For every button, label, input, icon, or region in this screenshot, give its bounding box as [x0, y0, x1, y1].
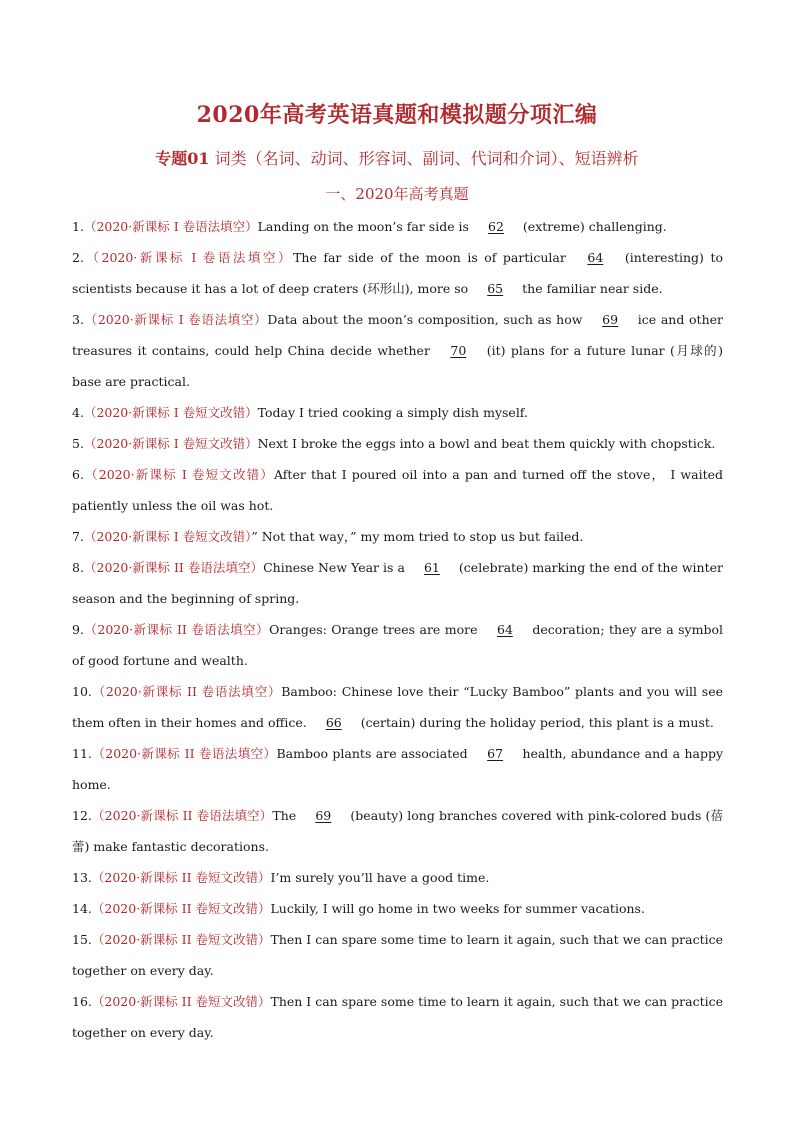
section-heading: 一、2020年高考真题	[325, 185, 469, 203]
question-item	[72, 428, 723, 459]
subtitle-prefix: 专题01	[155, 149, 210, 168]
document-subtitle	[0, 146, 794, 169]
question-text: Then I can spare some time to learn it again, such that we can practice together on every day.	[72, 994, 723, 1040]
question-item	[72, 893, 723, 924]
question-item	[72, 676, 723, 738]
question-source: （2020·新课标 I 卷短文改错）	[83, 405, 258, 420]
question-number: 9.	[72, 622, 84, 637]
question-text: I’m surely you’ll have a good time.	[270, 870, 490, 885]
question-source: （2020·新课标 I 卷语法填空）	[83, 219, 258, 234]
question-number: 1.	[72, 219, 84, 234]
question-source: （2020·新课标 II 卷短文改错）	[91, 901, 271, 916]
question-text: (interesting) to scientists because it has a lot of deep craters (环形山), more so	[72, 250, 723, 296]
question-text: (beauty) long branches covered with pink-colored buds (蓓蕾) make fantastic decorations.	[72, 808, 724, 854]
answer-blank: 64	[587, 250, 604, 265]
question-text: (certain) during the holiday period, this plant is a must.	[356, 715, 714, 730]
document-title: 2020年高考英语真题和模拟题分项汇编	[196, 102, 598, 128]
question-source: （2020·新课标 II 卷短文改错）	[91, 994, 271, 1009]
question-text: decoration; they are a symbol of good fortune and wealth.	[72, 622, 724, 668]
question-text: Data about the moon’s composition, such as how	[267, 312, 588, 327]
question-item	[72, 800, 723, 862]
question-text: Bamboo plants are associated	[276, 746, 473, 761]
question-item	[72, 862, 723, 893]
question-text: (extreme) challenging.	[518, 219, 667, 234]
question-item	[72, 242, 723, 304]
subtitle-text: 词类（名词、动词、形容词、副词、代词和介词）、短语辨析	[214, 149, 639, 168]
question-item	[72, 552, 723, 614]
question-item	[72, 304, 723, 397]
answer-blank: 69	[315, 808, 332, 823]
question-text: Oranges: Orange trees are more	[269, 622, 482, 637]
question-number: 13.	[72, 870, 92, 885]
question-source: （2020·新课标 II 卷语法填空）	[83, 622, 270, 637]
question-source: （2020·新课标 I 卷短文改错）	[83, 436, 258, 451]
question-text: health, abundance and a happy home.	[72, 746, 724, 792]
question-text: The	[272, 808, 301, 823]
question-item	[72, 459, 723, 521]
question-item	[72, 614, 723, 676]
question-number: 14.	[72, 901, 92, 916]
question-number: 15.	[72, 932, 92, 947]
question-source: （2020·新课标 I 卷短文改错）	[83, 529, 252, 544]
question-source: （2020·新课标 II 卷语法填空）	[83, 560, 264, 575]
question-text: (celebrate) marking the end of the winter season and the beginning of spring.	[72, 560, 723, 606]
question-number: 11.	[72, 746, 92, 761]
question-item	[72, 738, 723, 800]
question-text: Landing on the moon’s far side is	[257, 219, 473, 234]
answer-blank: 65	[487, 281, 504, 296]
question-number: 2.	[72, 250, 84, 265]
question-list	[72, 211, 723, 1048]
question-number: 5.	[72, 436, 84, 451]
question-text: The far side of the moon is of particular	[293, 250, 573, 265]
answer-blank: 62	[488, 219, 504, 234]
question-number: 6.	[72, 467, 84, 482]
question-source: （2020·新课标 II 卷语法填空）	[91, 746, 277, 761]
question-text: Bamboo: Chinese love their “Lucky Bamboo” plants and you will see them often in their homes and office.	[72, 684, 724, 730]
question-item	[72, 521, 723, 552]
question-item	[72, 211, 723, 242]
answer-blank: 64	[497, 622, 513, 637]
question-number: 16.	[72, 994, 92, 1009]
answer-blank: 66	[325, 715, 342, 730]
question-source: （2020·新课标 I 卷语法填空）	[83, 312, 268, 327]
question-number: 4.	[72, 405, 84, 420]
question-text: Then I can spare some time to learn it again, such that we can practice together on every day.	[72, 932, 723, 978]
question-source: （2020·新课标 II 卷短文改错）	[91, 932, 271, 947]
question-text: ice and other treasures it contains, could help China decide whether	[72, 312, 723, 358]
question-number: 8.	[72, 560, 84, 575]
question-text: Luckily, I will go home in two weeks for summer vacations.	[270, 901, 645, 916]
question-item	[72, 924, 723, 986]
question-source: （2020·新课标 II 卷语法填空）	[91, 808, 273, 823]
question-text: Today I tried cooking a simply dish myself.	[257, 405, 528, 420]
question-text: ” Not that way，” my mom tried to stop us but failed.	[251, 529, 584, 544]
question-source: （2020·新课标 II 卷短文改错）	[91, 870, 271, 885]
question-source: （2020·新课标 I 卷语法填空）	[83, 250, 294, 265]
question-source: （2020·新课标 II 卷语法填空）	[91, 684, 282, 699]
answer-blank: 69	[602, 312, 619, 327]
answer-blank: 61	[423, 560, 440, 575]
question-text: Next I broke the eggs into a bowl and beat them quickly with chopstick.	[257, 436, 716, 451]
question-text: After that I poured oil into a pan and turned off the stove， I waited patiently unless the oil was hot.	[72, 467, 723, 513]
question-number: 10.	[72, 684, 92, 699]
answer-blank: 70	[450, 343, 467, 358]
question-number: 3.	[72, 312, 84, 327]
question-text: Chinese New Year is a	[263, 560, 409, 575]
question-text: the familiar near side.	[518, 281, 663, 296]
answer-blank: 67	[487, 746, 504, 761]
question-text: (it) plans for a future lunar (月球的) base are practical.	[72, 343, 723, 389]
question-item	[72, 986, 723, 1048]
question-item	[72, 397, 723, 428]
question-source: （2020·新课标 I 卷短文改错）	[83, 467, 274, 482]
question-number: 7.	[72, 529, 84, 544]
question-number: 12.	[72, 808, 92, 823]
